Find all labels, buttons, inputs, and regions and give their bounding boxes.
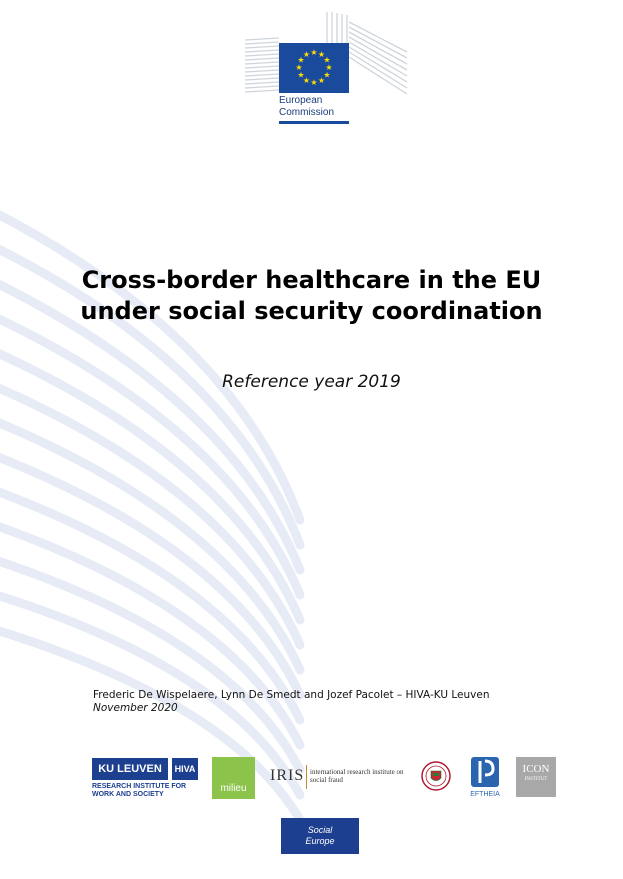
ec-logo-underline	[279, 121, 349, 124]
authors-line: Frederic De Wispelaere, Lynn De Smedt and Jozef Pacolet – HIVA-KU Leuven	[93, 689, 490, 701]
university-seal-icon	[421, 761, 451, 791]
eu-flag	[279, 43, 349, 93]
document-subtitle: Reference year 2019	[222, 372, 401, 392]
iris-divider	[306, 765, 307, 789]
svg-text:★: ★	[297, 55, 305, 65]
svg-text:★: ★	[302, 50, 311, 59]
svg-text:★: ★	[295, 63, 303, 72]
eu-stars-icon	[279, 43, 349, 93]
authors-block	[93, 689, 489, 715]
svg-text:★: ★	[317, 50, 326, 59]
social-europe-line2: Europe	[305, 836, 335, 846]
svg-text:★: ★	[302, 76, 311, 85]
ku-leuven-subtitle	[92, 783, 202, 799]
ec-logo-line1: European	[279, 95, 323, 106]
eftheia-label: EFTHEIA	[470, 791, 500, 798]
eftheia-mark-icon	[471, 757, 499, 787]
svg-text:★: ★	[325, 63, 333, 72]
eftheia-logo	[469, 757, 501, 801]
european-commission-logo	[243, 10, 411, 128]
milieu-logo: milieu	[212, 757, 255, 799]
iris-logo	[270, 765, 410, 791]
svg-text:★: ★	[310, 48, 318, 57]
ku-sub-line2: WORK AND SOCIETY	[92, 791, 164, 798]
ec-logo-text	[279, 95, 334, 119]
svg-text:★: ★	[323, 70, 331, 80]
icon-institut-line2: INSTITUT	[524, 777, 548, 782]
social-europe-line1: Social	[307, 825, 333, 835]
svg-text:★: ★	[297, 70, 305, 80]
ku-leuven-logo: KU LEUVEN	[92, 758, 168, 780]
icon-institut-line1: ICON	[522, 763, 550, 775]
iris-wordmark: IRIS	[270, 767, 305, 784]
hiva-logo: HIVA	[172, 758, 198, 780]
svg-text:★: ★	[310, 78, 318, 87]
ku-sub-line1: RESEARCH INSTITUTE FOR	[92, 783, 187, 790]
document-title: Cross-border healthcare in the EU under social security coordination	[80, 266, 543, 325]
iris-description: international research institute on social fraud	[310, 768, 404, 784]
social-europe-logo	[281, 818, 359, 854]
publication-date: November 2020	[93, 702, 178, 714]
svg-text:★: ★	[323, 55, 331, 65]
icon-institut-logo	[516, 757, 556, 797]
svg-text:★: ★	[317, 76, 326, 85]
ec-logo-line2: Commission	[279, 107, 335, 118]
